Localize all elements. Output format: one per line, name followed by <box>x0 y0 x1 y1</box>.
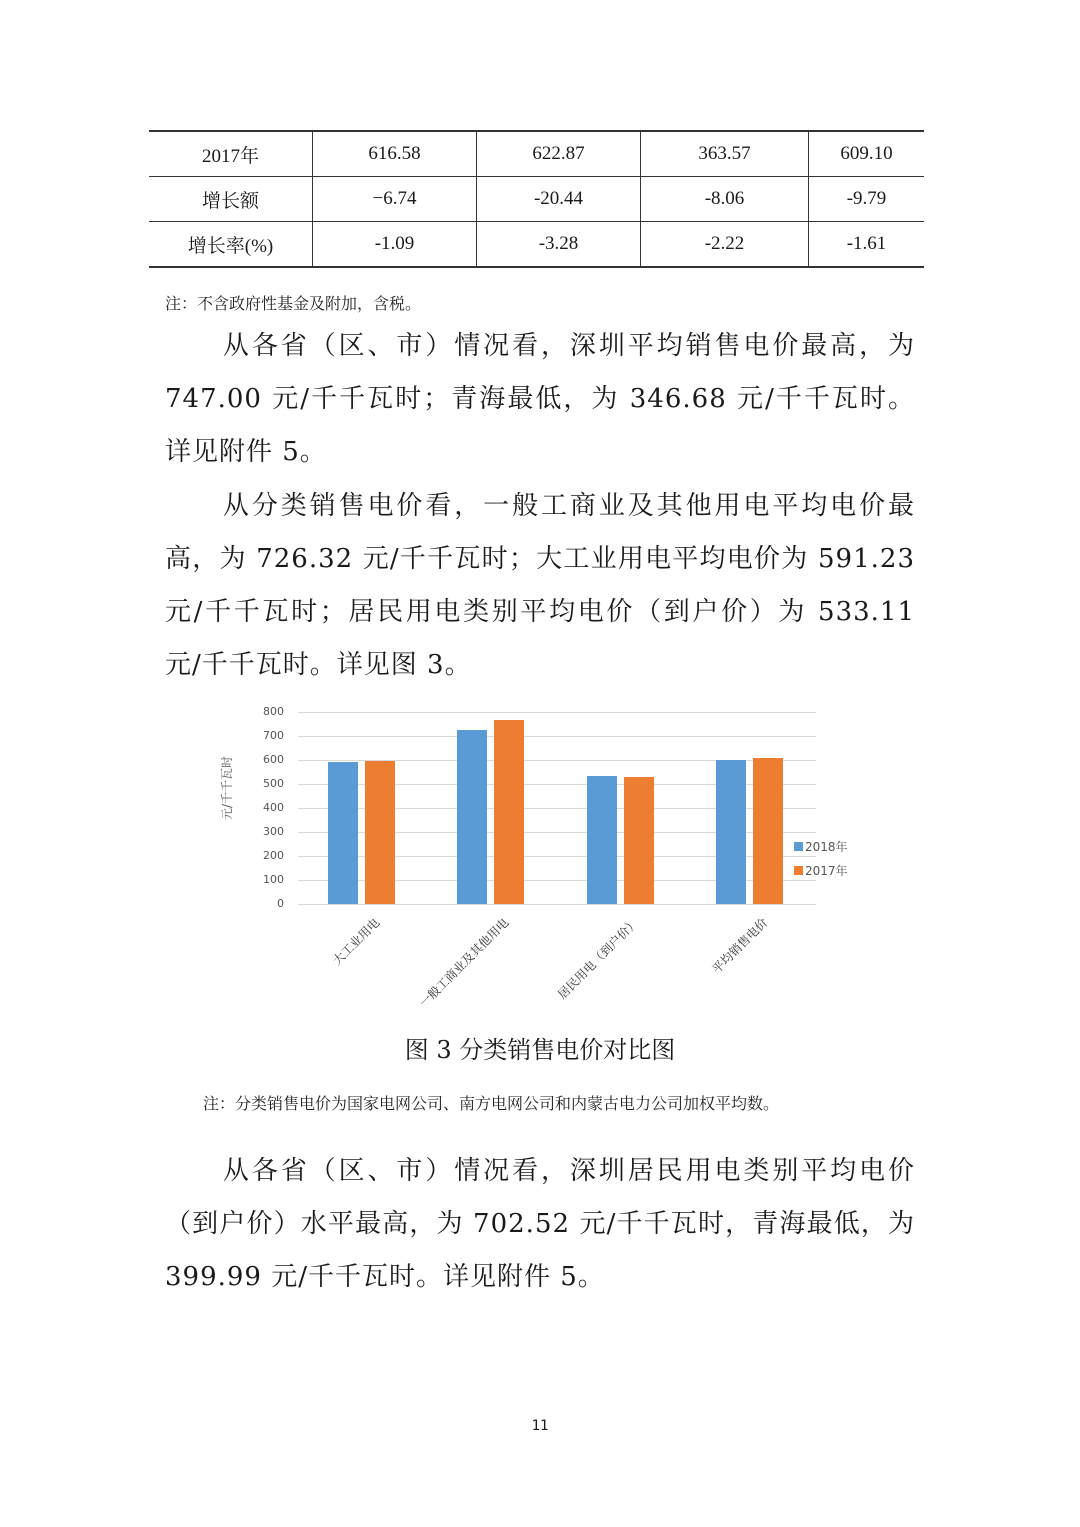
y-tick-label: 100 <box>263 873 284 886</box>
table-cell: -9.79 <box>809 177 925 222</box>
legend-item <box>794 838 848 855</box>
bar-2017年 <box>624 777 654 904</box>
gridline <box>298 736 816 737</box>
figure-note: 注：分类销售电价为国家电网公司、南方电网公司和内蒙古电力公司加权平均数。 <box>203 1094 780 1113</box>
price-table <box>149 130 924 268</box>
paragraph-category-prices: 从分类销售电价看，一般工商业及其他用电平均电价最高，为 726.32 元/千千瓦时；大工业用电平均电价为 591.23 元/千千瓦时；居民用电类别平均电价（到户价）为 533.11 元/千千瓦时。详见图 3。 <box>165 491 915 680</box>
table-cell: −6.74 <box>313 177 477 222</box>
table-row <box>149 131 924 177</box>
bar-2018年 <box>587 776 617 904</box>
y-tick-label: 800 <box>263 705 284 718</box>
y-tick-label: 200 <box>263 849 284 862</box>
table-cell: 363.57 <box>641 131 809 177</box>
legend-label: 2017年 <box>805 864 848 878</box>
bar-2018年 <box>457 730 487 904</box>
legend-swatch <box>794 842 803 851</box>
figure-caption: 图 3 分类销售电价对比图 <box>404 1036 676 1064</box>
table-cell: -8.06 <box>641 177 809 222</box>
table-cell: -1.09 <box>313 222 477 268</box>
y-tick-label: 400 <box>263 801 284 814</box>
table-note: 注：不含政府性基金及附加，含税。 <box>165 294 422 313</box>
bar-2018年 <box>328 762 358 904</box>
paragraph-residential-province: 从各省（区、市）情况看，深圳居民用电类别平均电价（到户价）水平最高，为 702.52 元/千千瓦时，青海最低，为 399.99 元/千千瓦时。详见附件 5。 <box>165 1156 915 1292</box>
legend-item <box>794 862 848 879</box>
table-cell: -1.61 <box>809 222 925 268</box>
x-tick-label: 一般工商业及其他用电 <box>416 915 512 1011</box>
bar-2018年 <box>716 760 746 904</box>
bar-2017年 <box>753 758 783 904</box>
x-tick-label: 平均销售电价 <box>709 915 771 977</box>
table-cell: 622.87 <box>477 131 641 177</box>
page-number: 11 <box>531 1418 549 1434</box>
row-header-cell: 增长率(%) <box>149 222 313 268</box>
table-cell: -3.28 <box>477 222 641 268</box>
x-tick-label: 大工业用电 <box>329 915 383 968</box>
table-cell: 609.10 <box>809 131 925 177</box>
y-tick-label: 300 <box>263 825 284 838</box>
gridline <box>298 904 816 905</box>
y-axis-label: 元/千千瓦时 <box>220 755 234 820</box>
x-tick-label: 居民用电（到户价） <box>554 915 642 1002</box>
table-row <box>149 177 924 222</box>
y-tick-label: 700 <box>263 729 284 742</box>
row-header-cell: 增长额 <box>149 177 313 222</box>
y-tick-label: 0 <box>277 897 284 910</box>
gridline <box>298 712 816 713</box>
bar-2017年 <box>365 761 395 904</box>
table-cell: -2.22 <box>641 222 809 268</box>
table-row <box>149 222 924 268</box>
row-header-cell: 2017年 <box>149 131 313 177</box>
table-cell: -20.44 <box>477 177 641 222</box>
y-tick-label: 600 <box>263 753 284 766</box>
table-cell: 616.58 <box>313 131 477 177</box>
bar-2017年 <box>494 720 524 904</box>
legend-swatch <box>794 866 803 875</box>
legend-label: 2018年 <box>805 840 848 854</box>
category-price-bar-chart <box>220 700 860 1030</box>
paragraph-province-average: 从各省（区、市）情况看，深圳平均销售电价最高，为 747.00 元/千千瓦时；青海最低，为 346.68 元/千千瓦时。详见附件 5。 <box>165 331 915 467</box>
y-tick-label: 500 <box>263 777 284 790</box>
